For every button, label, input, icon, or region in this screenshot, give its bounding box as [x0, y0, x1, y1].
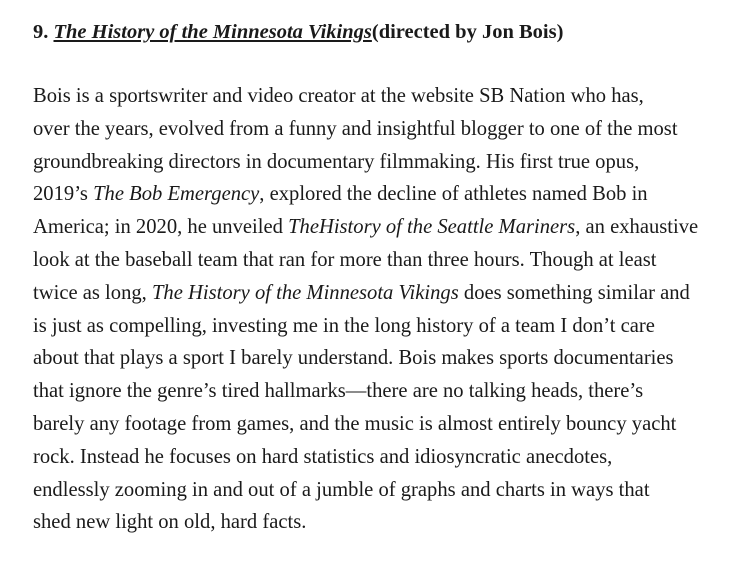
body-paragraph [33, 80, 723, 539]
director-credit: (directed by Jon Bois) [371, 21, 564, 43]
paragraph-line: rock. Instead he focuses on hard statistics and idiosyncratic anecdotes, [33, 445, 613, 468]
paragraph-line: shed new light on old, hard facts. [33, 511, 307, 534]
paragraph-line: is just as compelling, investing me in the long history of a team I don’t care [33, 314, 655, 337]
paragraph-line: 2019’s The Bob Emergency, explored the decline of athletes named Bob in [33, 183, 648, 206]
paragraph-line: about that plays a sport I barely understand. Bois makes sports documentaries [33, 347, 674, 370]
list-number: 9. [33, 21, 49, 43]
paragraph-line: America; in 2020, he unveiled TheHistory of the Seattle Mariners, an exhaustive [33, 216, 699, 239]
paragraph-line: over the years, evolved from a funny and insightful blogger to one of the most [33, 117, 678, 140]
section-heading [33, 17, 723, 47]
film-title-link[interactable]: The History of the Minnesota Vikings [53, 21, 372, 43]
paragraph-line: that ignore the genre’s tired hallmarks—there are no talking heads, there’s [33, 380, 644, 403]
paragraph-line: look at the baseball team that ran for more than three hours. Though at least [33, 248, 657, 271]
article [33, 17, 723, 534]
paragraph-line: Bois is a sportswriter and video creator at the website SB Nation who has, [33, 85, 644, 107]
paragraph-line: endlessly zooming in and out of a jumble of graphs and charts in ways that [33, 478, 650, 501]
paragraph-line: groundbreaking directors in documentary filmmaking. His first true opus, [33, 150, 640, 173]
paragraph-line: twice as long, The History of the Minnesota Vikings does something similar and [33, 281, 690, 304]
film-title-italic: TheHistory of the Seattle Mariners [288, 216, 576, 239]
film-title-italic: The Bob Emergency [93, 183, 260, 206]
paragraph-line: barely any footage from games, and the music is almost entirely bouncy yacht [33, 412, 677, 435]
film-title-italic: The History of the Minnesota Vikings [151, 281, 459, 304]
